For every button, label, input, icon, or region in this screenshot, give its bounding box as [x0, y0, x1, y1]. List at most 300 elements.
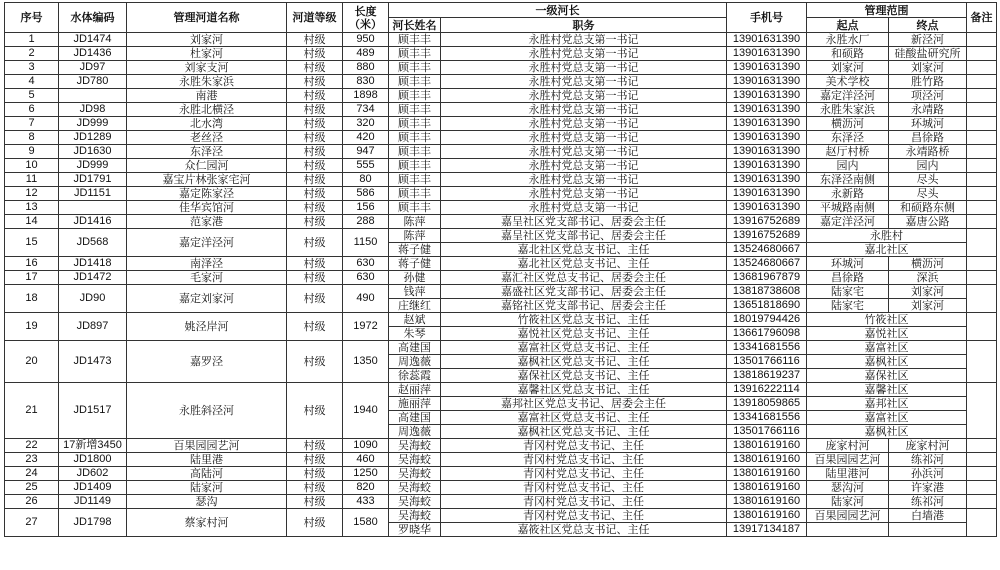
cell-grade: 村级: [287, 383, 343, 439]
cell-chief-name: 徐蕊霞: [389, 369, 441, 383]
cell-start: 嘉定洋泾河: [807, 89, 889, 103]
table-row: [5, 453, 997, 467]
cell-duty: 嘉盛社区党支部书记、居委会主任: [441, 285, 727, 299]
cell-index: 25: [5, 481, 59, 495]
table-row: [5, 89, 997, 103]
cell-range: 嘉富社区: [807, 411, 967, 425]
cell-phone: 13501766116: [727, 425, 807, 439]
cell-note: [967, 285, 997, 313]
cell-phone: 13801619160: [727, 453, 807, 467]
cell-chief-name: 顾丰丰: [389, 187, 441, 201]
header-index: 序号: [5, 3, 59, 33]
cell-note: [967, 173, 997, 187]
cell-chief-name: 吴海蛟: [389, 453, 441, 467]
cell-range: 嘉枫社区: [807, 355, 967, 369]
cell-index: 1: [5, 33, 59, 47]
cell-phone: 13917134187: [727, 523, 807, 537]
table-row: [5, 201, 997, 215]
cell-start: 东泽泾: [807, 131, 889, 145]
cell-river-name: 嘉罗泾: [127, 341, 287, 383]
cell-phone: 13901631390: [727, 145, 807, 159]
cell-index: 24: [5, 467, 59, 481]
cell-river-name: 毛家河: [127, 271, 287, 285]
cell-duty: 永胜村党总支第一书记: [441, 61, 727, 75]
cell-note: [967, 495, 997, 509]
cell-grade: 村级: [287, 229, 343, 257]
cell-code: JD1473: [59, 341, 127, 383]
cell-note: [967, 383, 997, 439]
cell-end: 许家港: [889, 481, 967, 495]
cell-duty: 嘉富社区党总支书记、主任: [441, 341, 727, 355]
cell-river-name: 永胜斜泾河: [127, 383, 287, 439]
table-row: [5, 481, 997, 495]
cell-length: 80: [343, 173, 389, 187]
river-chief-table: [4, 2, 997, 537]
cell-chief-name: 顾丰丰: [389, 201, 441, 215]
cell-code: JD1517: [59, 383, 127, 439]
cell-range: 嘉邦社区: [807, 397, 967, 411]
cell-note: [967, 439, 997, 453]
cell-note: [967, 89, 997, 103]
cell-start: 百果园园艺河: [807, 509, 889, 523]
cell-phone: 13801619160: [727, 467, 807, 481]
cell-range: 竹筱社区: [807, 313, 967, 327]
cell-phone: 13901631390: [727, 201, 807, 215]
cell-index: 17: [5, 271, 59, 285]
cell-code: JD1791: [59, 173, 127, 187]
cell-duty: 嘉北社区党总支书记、主任: [441, 257, 727, 271]
cell-river-name: 嘉宝片林张家宅河: [127, 173, 287, 187]
cell-chief-name: 钱萍: [389, 285, 441, 299]
cell-length: 1580: [343, 509, 389, 537]
cell-range: 嘉富社区: [807, 341, 967, 355]
cell-grade: 村级: [287, 257, 343, 271]
cell-index: 2: [5, 47, 59, 61]
header-note: 备注: [967, 3, 997, 33]
cell-duty: 嘉汇社区党总支书记、居委会主任: [441, 271, 727, 285]
cell-code: JD1436: [59, 47, 127, 61]
cell-river-name: 刘家河: [127, 33, 287, 47]
cell-end: 嘉唐公路: [889, 215, 967, 229]
cell-chief-name: 顾丰丰: [389, 89, 441, 103]
cell-end: 硅酸盐研究所: [889, 47, 967, 61]
cell-start: 永新路: [807, 187, 889, 201]
cell-chief-name: 顾丰丰: [389, 47, 441, 61]
cell-code: JD897: [59, 313, 127, 341]
cell-phone: 13901631390: [727, 173, 807, 187]
cell-index: 6: [5, 103, 59, 117]
cell-duty: 嘉北社区党总支书记、主任: [441, 243, 727, 257]
cell-length: 433: [343, 495, 389, 509]
cell-index: 26: [5, 495, 59, 509]
cell-duty: 青冈村党总支书记、主任: [441, 495, 727, 509]
cell-length: 880: [343, 61, 389, 75]
cell-grade: 村级: [287, 313, 343, 341]
cell-index: 9: [5, 145, 59, 159]
cell-river-name: 蔡家村河: [127, 509, 287, 537]
cell-phone: 13341681556: [727, 341, 807, 355]
cell-note: [967, 467, 997, 481]
cell-grade: 村级: [287, 61, 343, 75]
cell-chief-name: 蒋子健: [389, 257, 441, 271]
cell-start: 陆里港河: [807, 467, 889, 481]
cell-grade: 村级: [287, 271, 343, 285]
table-row: [5, 383, 997, 397]
cell-range: 永胜村: [807, 229, 967, 243]
cell-grade: 村级: [287, 341, 343, 383]
cell-river-name: 陆家河: [127, 481, 287, 495]
cell-end: 园内: [889, 159, 967, 173]
cell-river-name: 佳华宾馆河: [127, 201, 287, 215]
cell-phone: 13901631390: [727, 187, 807, 201]
cell-length: 1250: [343, 467, 389, 481]
cell-duty: 青冈村党总支书记、主任: [441, 439, 727, 453]
cell-code: JD568: [59, 229, 127, 257]
cell-code: JD1418: [59, 257, 127, 271]
header-phone: 手机号: [727, 3, 807, 33]
cell-duty: 永胜村党总支第一书记: [441, 201, 727, 215]
cell-code: JD999: [59, 117, 127, 131]
cell-river-name: 瑟沟: [127, 495, 287, 509]
cell-phone: 13801619160: [727, 495, 807, 509]
cell-index: 13: [5, 201, 59, 215]
cell-range: 嘉保社区: [807, 369, 967, 383]
cell-start: 东泽泾南侧: [807, 173, 889, 187]
cell-length: 1090: [343, 439, 389, 453]
cell-start: 横沥河: [807, 117, 889, 131]
cell-duty: 青冈村党总支书记、主任: [441, 509, 727, 523]
cell-index: 18: [5, 285, 59, 313]
cell-duty: 永胜村党总支第一书记: [441, 89, 727, 103]
cell-range: 嘉北社区: [807, 243, 967, 257]
cell-note: [967, 481, 997, 495]
table-row: [5, 103, 997, 117]
cell-river-name: 众仁园河: [127, 159, 287, 173]
cell-end: 永靖路: [889, 103, 967, 117]
cell-length: 489: [343, 47, 389, 61]
cell-phone: 13901631390: [727, 33, 807, 47]
cell-start: [807, 523, 889, 537]
cell-end: 和硕路东侧: [889, 201, 967, 215]
cell-start: 陆家河: [807, 495, 889, 509]
cell-phone: 13901631390: [727, 117, 807, 131]
cell-note: [967, 313, 997, 341]
cell-phone: 13901631390: [727, 47, 807, 61]
cell-duty: 永胜村党总支第一书记: [441, 173, 727, 187]
header-range-group: 管理范围: [807, 3, 967, 18]
cell-index: 20: [5, 341, 59, 383]
cell-index: 16: [5, 257, 59, 271]
cell-start: 园内: [807, 159, 889, 173]
cell-end: 新泾河: [889, 33, 967, 47]
cell-note: [967, 159, 997, 173]
cell-length: 288: [343, 215, 389, 229]
cell-grade: 村级: [287, 75, 343, 89]
table-row: [5, 341, 997, 355]
cell-grade: 村级: [287, 173, 343, 187]
cell-duty: 嘉筱社区党总支书记、主任: [441, 523, 727, 537]
cell-length: 586: [343, 187, 389, 201]
cell-length: 734: [343, 103, 389, 117]
cell-grade: 村级: [287, 187, 343, 201]
cell-duty: 嘉富社区党总支书记、主任: [441, 411, 727, 425]
cell-duty: 嘉呈社区党支部书记、居委会主任: [441, 215, 727, 229]
cell-phone: 13681967879: [727, 271, 807, 285]
cell-length: 420: [343, 131, 389, 145]
table-row: [5, 271, 997, 285]
cell-code: JD97: [59, 61, 127, 75]
cell-chief-name: 顾丰丰: [389, 117, 441, 131]
cell-grade: 村级: [287, 453, 343, 467]
cell-phone: 13801619160: [727, 509, 807, 523]
cell-code: JD1149: [59, 495, 127, 509]
cell-chief-name: 朱琴: [389, 327, 441, 341]
cell-end: 尽头: [889, 187, 967, 201]
header-grade: 河道等级: [287, 3, 343, 33]
cell-code: [59, 89, 127, 103]
header-chief-group: 一级河长: [389, 3, 727, 18]
cell-phone: 13901631390: [727, 89, 807, 103]
cell-start: 陆家宅: [807, 299, 889, 313]
cell-note: [967, 257, 997, 271]
cell-chief-name: 高建国: [389, 411, 441, 425]
cell-start: 环城河: [807, 257, 889, 271]
cell-duty: 青冈村党总支书记、主任: [441, 481, 727, 495]
cell-start: 平城路南侧: [807, 201, 889, 215]
cell-length: 1350: [343, 341, 389, 383]
cell-length: 947: [343, 145, 389, 159]
cell-start: 瑟沟河: [807, 481, 889, 495]
cell-length: 830: [343, 75, 389, 89]
header-start: 起点: [807, 18, 889, 33]
cell-note: [967, 75, 997, 89]
cell-chief-name: 顾丰丰: [389, 131, 441, 145]
cell-phone: 13916752689: [727, 229, 807, 243]
cell-code: JD602: [59, 467, 127, 481]
header-chief-name: 河长姓名: [389, 18, 441, 33]
table-row: [5, 285, 997, 299]
cell-chief-name: 顾丰丰: [389, 173, 441, 187]
cell-phone: 13901631390: [727, 131, 807, 145]
cell-phone: 13918059865: [727, 397, 807, 411]
cell-index: 15: [5, 229, 59, 257]
cell-river-name: 杜家河: [127, 47, 287, 61]
cell-river-name: 范家港: [127, 215, 287, 229]
cell-start: 嘉定洋泾河: [807, 215, 889, 229]
cell-code: 17新增3450: [59, 439, 127, 453]
cell-end: 环城河: [889, 117, 967, 131]
cell-chief-name: 施丽萍: [389, 397, 441, 411]
cell-index: 23: [5, 453, 59, 467]
cell-phone: 13801619160: [727, 481, 807, 495]
cell-index: 10: [5, 159, 59, 173]
cell-note: [967, 47, 997, 61]
cell-river-name: 老丝泾: [127, 131, 287, 145]
cell-start: 永胜朱家浜: [807, 103, 889, 117]
cell-grade: 村级: [287, 159, 343, 173]
cell-chief-name: 蒋子健: [389, 243, 441, 257]
cell-grade: 村级: [287, 481, 343, 495]
cell-phone: 13524680667: [727, 257, 807, 271]
cell-chief-name: 吴海蛟: [389, 439, 441, 453]
table-row: [5, 187, 997, 201]
cell-duty: 嘉枫社区党总支书记、主任: [441, 355, 727, 369]
cell-river-name: 姚泾岸河: [127, 313, 287, 341]
cell-note: [967, 61, 997, 75]
cell-duty: 永胜村党总支第一书记: [441, 47, 727, 61]
cell-grade: 村级: [287, 89, 343, 103]
cell-phone: 13801619160: [727, 439, 807, 453]
cell-chief-name: 顾丰丰: [389, 33, 441, 47]
cell-code: JD1798: [59, 509, 127, 537]
cell-chief-name: 庄继红: [389, 299, 441, 313]
cell-start: 和硕路: [807, 47, 889, 61]
cell-code: JD1630: [59, 145, 127, 159]
cell-river-name: 永胜朱家浜: [127, 75, 287, 89]
cell-end: 深浜: [889, 271, 967, 285]
table-row: [5, 439, 997, 453]
cell-end: 横沥河: [889, 257, 967, 271]
cell-duty: 嘉铭社区党支部书记、居委会主任: [441, 299, 727, 313]
cell-grade: 村级: [287, 201, 343, 215]
cell-duty: 嘉呈社区党支部书记、居委会主任: [441, 229, 727, 243]
cell-note: [967, 271, 997, 285]
cell-river-name: 陆里港: [127, 453, 287, 467]
cell-end: 尽头: [889, 173, 967, 187]
table-row: [5, 33, 997, 47]
cell-duty: 嘉悦社区党总支书记、主任: [441, 327, 727, 341]
cell-duty: 永胜村党总支第一书记: [441, 33, 727, 47]
cell-grade: 村级: [287, 145, 343, 159]
cell-river-name: 高陆河: [127, 467, 287, 481]
cell-index: 3: [5, 61, 59, 75]
table-row: [5, 509, 997, 523]
cell-index: 12: [5, 187, 59, 201]
cell-code: JD1289: [59, 131, 127, 145]
cell-river-name: 北水湾: [127, 117, 287, 131]
cell-chief-name: 陈萍: [389, 229, 441, 243]
cell-duty: 永胜村党总支第一书记: [441, 103, 727, 117]
cell-note: [967, 33, 997, 47]
cell-code: JD999: [59, 159, 127, 173]
cell-river-name: 嘉定陈家泾: [127, 187, 287, 201]
cell-start: 庞家村河: [807, 439, 889, 453]
cell-end: 练祁河: [889, 453, 967, 467]
cell-end: 刘家河: [889, 299, 967, 313]
cell-chief-name: 赵斌: [389, 313, 441, 327]
cell-phone: 13661796098: [727, 327, 807, 341]
cell-start: 陆家宅: [807, 285, 889, 299]
cell-range: 嘉馨社区: [807, 383, 967, 397]
cell-length: 555: [343, 159, 389, 173]
cell-chief-name: 赵丽萍: [389, 383, 441, 397]
cell-index: 14: [5, 215, 59, 229]
cell-code: JD1416: [59, 215, 127, 229]
cell-duty: 永胜村党总支第一书记: [441, 75, 727, 89]
cell-note: [967, 103, 997, 117]
cell-code: JD780: [59, 75, 127, 89]
cell-duty: 嘉馨社区党总支书记、主任: [441, 383, 727, 397]
table-row: [5, 173, 997, 187]
cell-phone: 13524680667: [727, 243, 807, 257]
table-row: [5, 467, 997, 481]
cell-note: [967, 131, 997, 145]
cell-duty: 竹筱社区党总支书记、主任: [441, 313, 727, 327]
cell-chief-name: 陈萍: [389, 215, 441, 229]
cell-length: 156: [343, 201, 389, 215]
table-header: [5, 3, 997, 33]
cell-note: [967, 145, 997, 159]
cell-grade: 村级: [287, 33, 343, 47]
cell-chief-name: 吴海蛟: [389, 467, 441, 481]
cell-start: 百果园园艺河: [807, 453, 889, 467]
cell-index: 27: [5, 509, 59, 537]
cell-length: 950: [343, 33, 389, 47]
cell-grade: 村级: [287, 495, 343, 509]
cell-river-name: 百果园园艺河: [127, 439, 287, 453]
cell-start: 美术学校: [807, 75, 889, 89]
cell-length: 820: [343, 481, 389, 495]
cell-phone: 13901631390: [727, 103, 807, 117]
cell-code: JD1800: [59, 453, 127, 467]
cell-phone: 13341681556: [727, 411, 807, 425]
cell-length: 1940: [343, 383, 389, 439]
cell-grade: 村级: [287, 117, 343, 131]
cell-grade: 村级: [287, 103, 343, 117]
cell-duty: 永胜村党总支第一书记: [441, 159, 727, 173]
cell-code: JD1472: [59, 271, 127, 285]
cell-end: 练祁河: [889, 495, 967, 509]
cell-chief-name: 吴海蛟: [389, 509, 441, 523]
cell-end: 白墙港: [889, 509, 967, 523]
cell-phone: 13901631390: [727, 75, 807, 89]
cell-phone: 18019794426: [727, 313, 807, 327]
cell-end: 刘家河: [889, 61, 967, 75]
cell-end: 刘家河: [889, 285, 967, 299]
header-length: 长度（米）: [343, 3, 389, 33]
cell-index: 21: [5, 383, 59, 439]
cell-grade: 村级: [287, 285, 343, 313]
table-row: [5, 61, 997, 75]
cell-phone: 13916222114: [727, 383, 807, 397]
cell-chief-name: 高建国: [389, 341, 441, 355]
cell-index: 11: [5, 173, 59, 187]
cell-end: 庞家村河: [889, 439, 967, 453]
cell-end: 昌徐路: [889, 131, 967, 145]
table-row: [5, 75, 997, 89]
cell-index: 4: [5, 75, 59, 89]
cell-range: 嘉悦社区: [807, 327, 967, 341]
table-row: [5, 145, 997, 159]
cell-length: 1898: [343, 89, 389, 103]
cell-grade: 村级: [287, 215, 343, 229]
cell-chief-name: 顾丰丰: [389, 61, 441, 75]
cell-grade: 村级: [287, 509, 343, 537]
cell-end: 永靖路桥: [889, 145, 967, 159]
cell-river-name: 刘家支河: [127, 61, 287, 75]
cell-chief-name: 顾丰丰: [389, 159, 441, 173]
cell-note: [967, 187, 997, 201]
cell-code: JD1474: [59, 33, 127, 47]
cell-code: [59, 201, 127, 215]
cell-length: 320: [343, 117, 389, 131]
cell-end: 胜竹路: [889, 75, 967, 89]
cell-grade: 村级: [287, 439, 343, 453]
cell-note: [967, 341, 997, 383]
cell-river-name: 永胜北横泾: [127, 103, 287, 117]
cell-index: 19: [5, 313, 59, 341]
cell-river-name: 南泽泾: [127, 257, 287, 271]
